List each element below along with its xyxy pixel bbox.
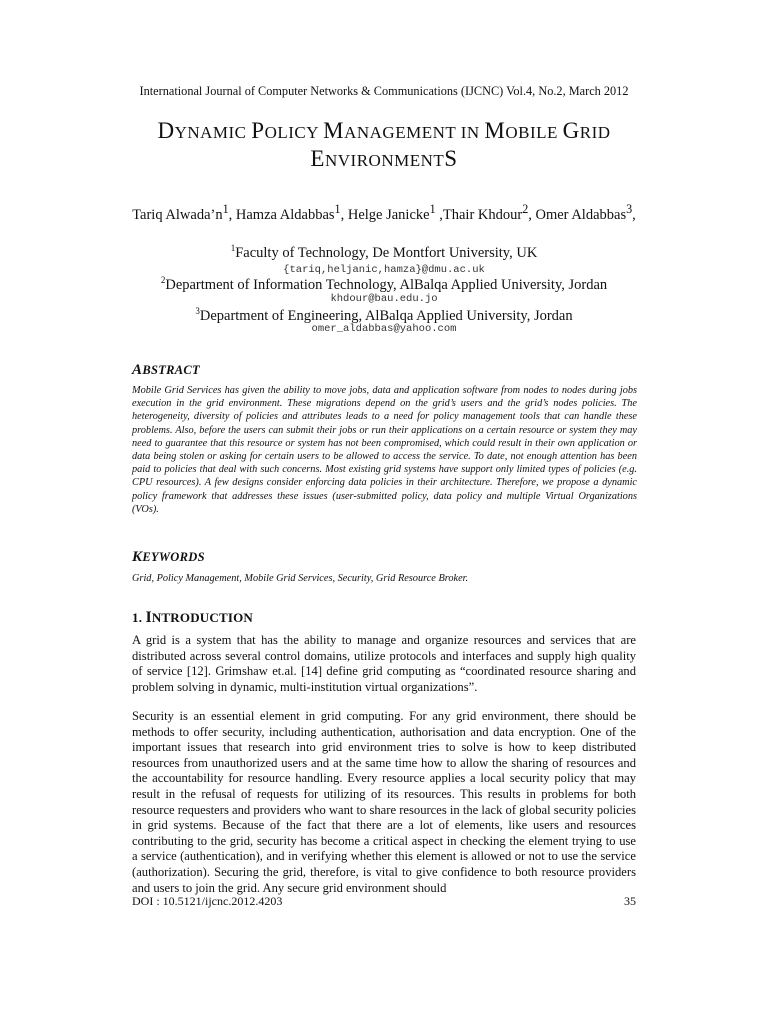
email-3: omer_aldabbas@yahoo.com	[311, 323, 457, 335]
paper-title	[0, 118, 768, 174]
keywords-heading: KEYWORDS	[132, 549, 205, 565]
doi-footer: DOI : 10.5121/ijcnc.2012.4203	[132, 894, 283, 908]
introduction-heading: 1. INTRODUCTION	[132, 609, 253, 626]
email-1: {tariq,heljanic,hamza}@dmu.ac.uk	[283, 264, 485, 276]
abstract-heading: ABSTRACT	[132, 362, 200, 378]
affiliation-2: $^2$Department of Information Technology, AlBalqa Applied University, Jordan	[160, 275, 608, 293]
page-number: 35	[624, 894, 636, 908]
abstract-text: Mobile Grid Services has given the ability to move jobs, data and application software from nodes to nodes during jobs execution in the grid environment. These migrations depend on the grid’s users and the grid’s nodes policies. The heterogeneity, diversity of policies and attributes leads to a need for policy management tools that can handle these problems. Also, before the users can submit their jobs or run their applications on a certain resource or system they may need to guarantee that this resource or system has not been compromised, which could result in their own application or data being stolen or asking for certain users to be allowed to access the service. To date, not enough attention has been paid to policies that deal with such concerns. Most existing grid systems have support only limited types of policies (e.g. CPU resources). A few designs consider enforcing data policies in their architecture. Therefore, we propose a dynamic policy framework that addresses these issues (user-submitted policy, data policy and multiple Virtual Organizations (VOs).	[132, 385, 637, 515]
affiliation-3: $^3$Department of Engineering, AlBalqa Applied University, Jordan	[195, 306, 573, 324]
email-2: khdour@bau.edu.jo	[330, 293, 438, 305]
title-line-2: ENVIRONMENTS	[310, 146, 458, 171]
author-list: Tariq $Alwada’n^1$, Hamza Aldabbas$^1$, Helge Janicke$^1$ ,Thair Khdour$^2$, Omer Aldabbas$^3$,	[132, 202, 636, 223]
keywords-text: Grid, Policy Management, Mobile Grid Services, Security, Grid Resource Broker.	[132, 573, 469, 584]
intro-paragraph-1: A grid is a system that has the ability to manage and organize resources and services that are distributed across several control domains, utilize protocols and interfaces and supply high quality of service [12]. Grimshaw et.al. [14] define grid computing as “coordinated resource sharing and problem solving in dynamic, multi-institution virtual organizations”.	[132, 633, 636, 694]
title-line-1: DYNAMIC POLICY MANAGEMENT IN MOBILE GRID	[157, 118, 611, 143]
intro-paragraph-2: Security is an essential element in grid computing. For any grid environment, there should be methods to offer security, including authentication, authorisation and data encryption. One of the important issues that research into grid environment tries to solve is how to keep distributed resources from unauthorized users and at the same time how to allow the sharing of resources and the accountability for resource handling. Every resource applies a local security policy that may result in the refusal of requests for utilizing of its resources. This results in problems for both resource requesters and providers who want to share resources in the lack of global security policies in grid systems. Because of the fact that there are a lot of elements, like users and resources contributing to the grid, security has become a critical aspect in checking the element trying to use a service (authentication), and in verifying whether this element is allowed or not to use the service (authorization). Securing the grid, therefore, is vital to give confidence to both resource providers and users to join the grid. Any secure grid environment should	[132, 709, 636, 895]
affiliation-1: $^1$Faculty of Technology, De Montfort University, UK	[230, 243, 538, 261]
journal-header: International Journal of Computer Networks & Communications (IJCNC) Vol.4, No.2, March 2012	[139, 84, 629, 98]
